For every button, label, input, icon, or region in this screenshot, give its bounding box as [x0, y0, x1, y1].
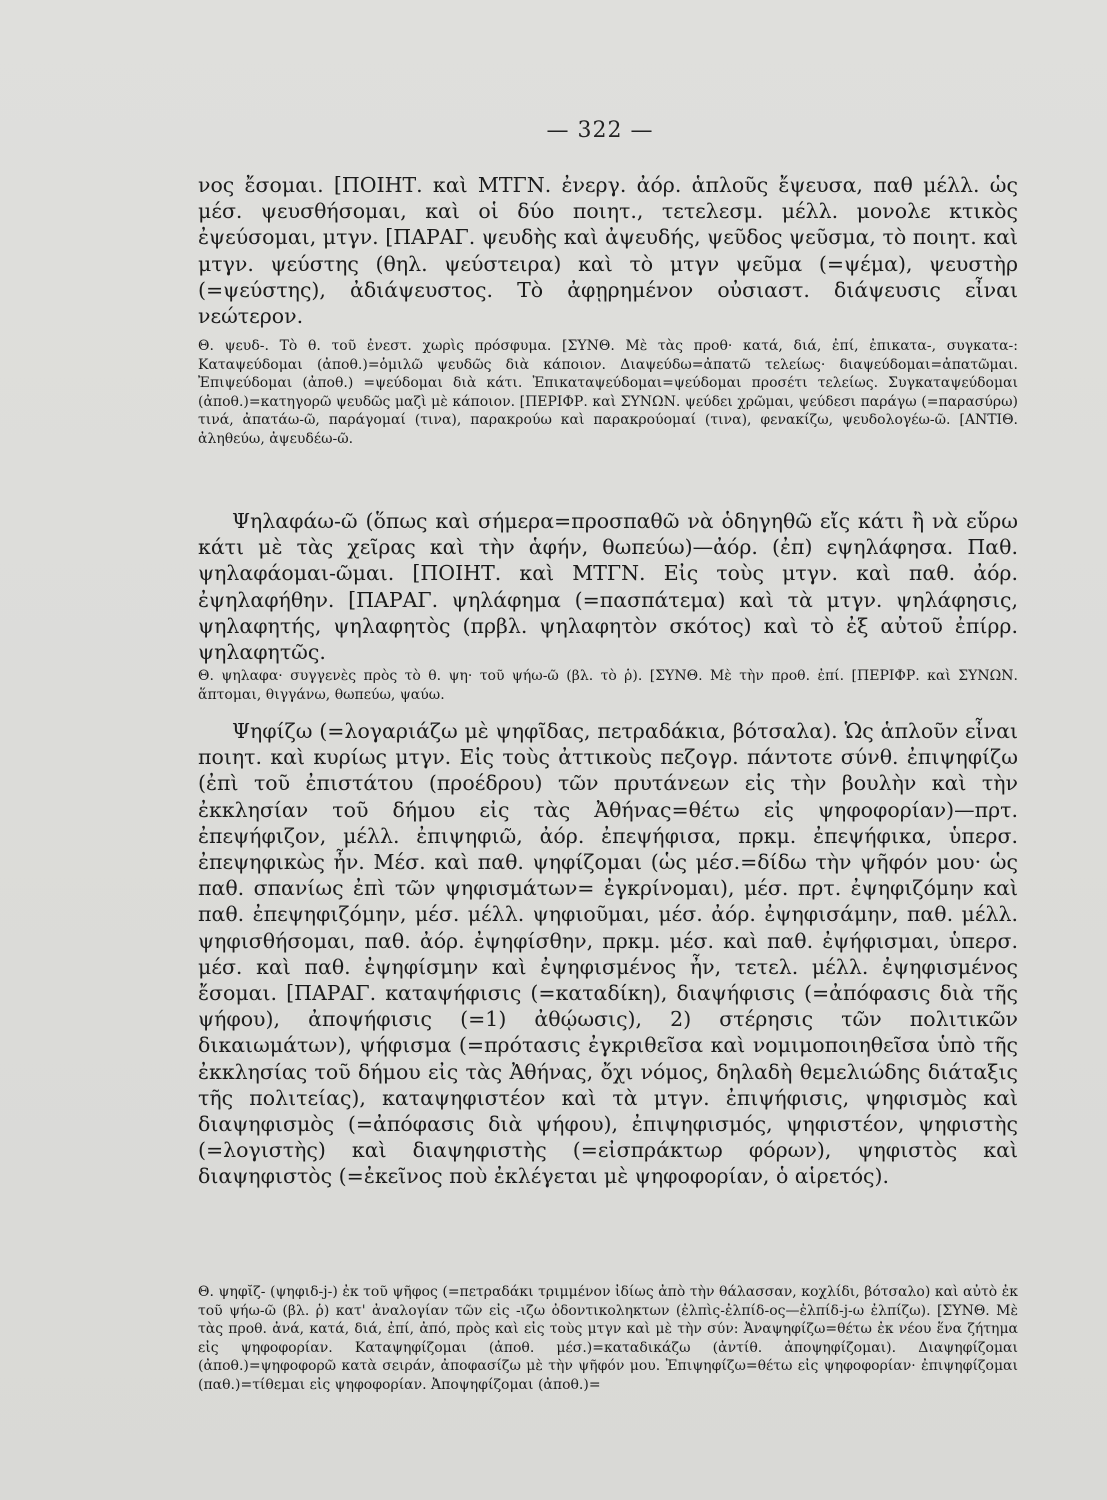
paragraph-text: Θ. ψευδ-. Τὸ θ. τοῦ ἐνεστ. χωρὶς πρόσφυμα. [ΣΥΝΘ. Μὲ τὰς προθ· κατά, διά, ἐπί, ἐπικατα-, συγκατα-: Καταψεύδομαι (ἀποθ.)=ὁμιλῶ ψευδῶς διὰ κάποιον. Διαψεύδω=ἀπατῶ τελείως· διαψεύδομαι=ἀπατῶμαι. Ἐπιψεύδομαι (ἀποθ.) =ψεύδομαι διὰ κάτι. Ἐπικαταψεύδομαι=ψεύδομαι προσέτι τελείως. Συγκαταψεύδομαι (ἀποθ.)=κατηγορῶ ψευδῶς μαζὶ μὲ κάποιον. [ΠΕΡΙΦΡ. καὶ ΣΥΝΩΝ. ψεύδει χρῶμαι, ψεύδεσι παράγω (=παρασύρω) τινά, ἀπατάω-ῶ, παράγομαί (τινα), παρακρούω καὶ παρακρούομαί (τινα), φενακίζω, ψευδολογέω-ῶ. [ΑΝΤΙΘ. ἀληθεύω, ἀψευδέω-ῶ.: [198, 338, 1018, 447]
paragraph-text: νος ἔσομαι. [ΠΟΙΗΤ. καὶ ΜΤΓΝ. ἐνεργ. ἀόρ. ἁπλοῦς ἔψευσα, παθ μέλλ. ὡς μέσ. ψευσθήσομαι, καὶ οἱ δύο ποιητ., τετελεσμ. μέλλ. μονολε κτικὸς ἐψεύσομαι, μτγν. [ΠΑΡΑΓ. ψευδὴς καὶ ἀψευδής, ψεῦδος ψεῦσμα, τὸ ποιητ. καὶ μτγν. ψεύστης (θηλ. ψεύστειρα) καὶ τὸ μτγν ψεῦμα (=ψέμα), ψευστὴρ (=ψεύστης), ἀδιάψευστος. Τὸ ἀφῃρημένον οὐσιαστ. διάψευσις εἶναι νεώτερον.: [198, 173, 1018, 329]
paragraph-text: Ψηφίζω (=λογαριάζω μὲ ψηφῖδας, πετραδάκια, βότσαλα). Ὡς ἁπλοῦν εἶναι ποιητ. καὶ κυρίως μτγν. Εἰς τοὺς ἀττικοὺς πεζογρ. πάντοτε σύνθ. ἐπιψηφίζω (ἐπὶ τοῦ ἐπιστάτου (προέδρου) τῶν πρυτάνεων εἰς τὴν βουλὴν καὶ τὴν ἐκκλησίαν τοῦ δήμου εἰς τὰς Ἀθήνας=θέτω εἰς ψηφοφορίαν)—πρτ. ἐπεψήφιζον, μέλλ. ἐπιψηφιῶ, ἀόρ. ἐπεψήφισα, πρκμ. ἐπεψήφικα, ὑπερσ. ἐπεψηφικὼς ἦν. Μέσ. καὶ παθ. ψηφίζομαι (ὡς μέσ.=δίδω τὴν ψῆφόν μου· ὡς παθ. σπανίως ἐπὶ τῶν ψηφισμάτων= ἐγκρίνομαι), μέσ. πρτ. ἐψηφιζόμην καὶ παθ. ἐπεψηφιζόμην, μέσ. μέλλ. ψηφιοῦμαι, μέσ. ἀόρ. ἐψηφισάμην, παθ. μέλλ. ψηφισθήσομαι, παθ. ἀόρ. ἐψηφίσθην, πρκμ. μέσ. καὶ παθ. ἐψήφισμαι, ὑπερσ. μέσ. καὶ παθ. ἐψηφίσμην καὶ ἐψηφισμένος ἦν, τετελ. μέλλ. ἐψηφισμένος ἔσομαι. [ΠΑΡΑΓ. καταψήφισις (=καταδίκη), διαψήφισις (=ἀπόφασις διὰ τῆς ψήφου), ἀποψήφισις (=1) ἀθῴωσις), 2) στέρησις τῶν πολιτικῶν δικαιωμάτων), ψήφισμα (=πρότασις ἐγκριθεῖσα καὶ νομιμοποιηθεῖσα ὑπὸ τῆς ἐκκλησίας τοῦ δήμου εἰς τὰς Ἀθήνας, ὄχι νόμος, δηλαδὴ θεμελιώδης διάταξις τῆς πολιτείας), καταψηφιστέον καὶ τὰ μτγν. ἐπιψήφισις, ψηφισμὸς καὶ διαψηφισμὸς (=ἀπόφασις διὰ ψήφου), ἐπιψηφισμός, ψηφιστέον, ψηφιστὴς (=λογιστὴς) καὶ διαψηφιστὴς (=εἰσπράκτωρ φόρων), ψηφιστὸς καὶ διαψηφιστὸς (=ἐκεῖνος ποὺ ἐκλέγεται μὲ ψηφοφορίαν, ὁ αἱρετός).: [198, 719, 1018, 1189]
theme-note-psephizo: [198, 1283, 1018, 1394]
theme-note-pseudomai: [198, 337, 1018, 448]
entry-continuation-pseudomai: [198, 172, 1018, 329]
paragraph-text: Θ. ψηλαφα· συγγενὲς πρὸς τὸ θ. ψη· τοῦ ψήω-ῶ (βλ. τὸ ῥ). [ΣΥΝΘ. Μὲ τὴν προθ. ἐπί. [ΠΕΡΙΦΡ. καὶ ΣΥΝΩΝ. ἅπτομαι, θιγγάνω, θωπεύω, ψαύω.: [198, 668, 1018, 703]
entry-pselaphao: [198, 508, 1018, 665]
entry-psephizo: [198, 718, 1018, 1190]
paragraph-text: Θ. ψηφῐζ- (ψηφιδ-j-) ἐκ τοῦ ψῆφος (=πετραδάκι τριμμένον ἰδίως ἀπὸ τὴν θάλασσαν, κοχλίδι, βότσαλο) καὶ αὐτὸ ἐκ τοῦ ψήω-ῶ (βλ. ῥ) κατ' ἀναλογίαν τῶν εἰς -ιζω ὀδοντικοληκτων (ἐλπὶς-ἐλπίδ-ος—ἐλπίδ-j-ω ἐλπίζω). [ΣΥΝΘ. Μὲ τὰς προθ. ἀνά, κατά, διά, ἐπί, ἀπό, πρὸς καὶ εἰς τοὺς μτγν καὶ μὲ τὴν σύν: Ἀναψηφίζω=θέτω ἐκ νέου ἕνα ζήτημα εἰς ψηφοφορίαν. Καταψηφίζομαι (ἀποθ. μέσ.)=καταδικάζω (ἀντίθ. ἀποψηφίζομαι). Διαψηφίζομαι (ἀποθ.)=ψηφοφορῶ κατὰ σειράν, ἀποφασίζω μὲ τὴν ψῆφόν μου. Ἐπιψηφίζω=θέτω εἰς ψηφοφορίαν· ἐπιψηφίζομαι (παθ.)=τίθεμαι εἰς ψηφοφορίαν. Ἀποψηφίζομαι (ἀποθ.)=: [198, 1284, 1018, 1393]
page-number: — 322 —: [546, 118, 654, 143]
theme-note-pselaphao: [198, 667, 1018, 704]
paragraph-text: Ψηλαφάω-ῶ (ὅπως καὶ σήμερα=προσπαθῶ νὰ ὁδηγηθῶ εἴς κάτι ἢ νὰ εὕρω κάτι μὲ τὰς χεῖρας καὶ τὴν ἁφήν, θωπεύω)—ἀόρ. (ἐπ) εψηλάφησα. Παθ. ψηλαφάομαι-ῶμαι. [ΠΟΙΗΤ. καὶ ΜΤΓΝ. Εἰς τοὺς μτγν. καὶ παθ. ἀόρ. ἐψηλαφήθην. [ΠΑΡΑΓ. ψηλάφημα (=πασπάτεμα) καὶ τὰ μτγν. ψηλάφησις, ψηλαφητής, ψηλαφητὸς (πρβλ. ψηλαφητὸν σκότος) καὶ τὸ ἐξ αὐτοῦ ἐπίρρ. ψηλαφητῶς.: [198, 509, 1018, 665]
